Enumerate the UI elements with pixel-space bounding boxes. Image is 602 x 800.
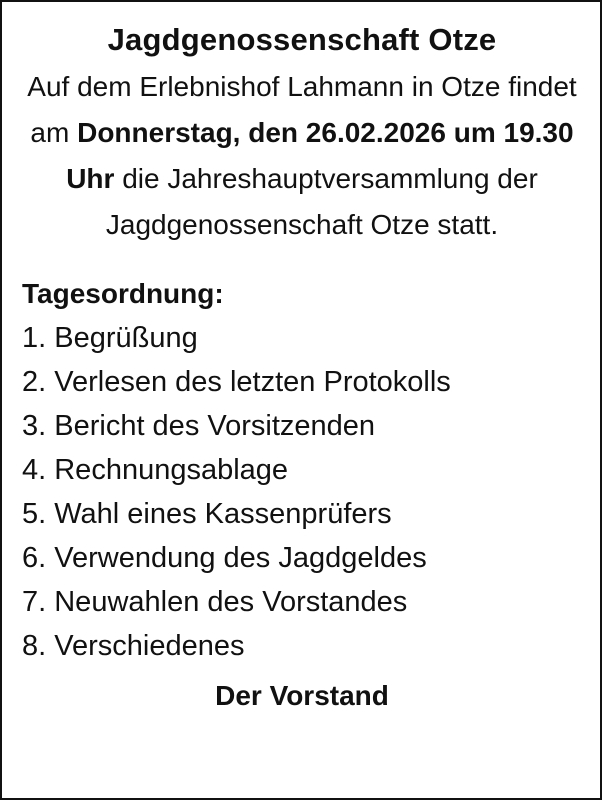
notice-title: Jagdgenossenschaft Otze <box>107 22 497 57</box>
agenda-item: 4. Rechnungsablage <box>22 454 289 486</box>
agenda-item: 3. Bericht des Vorsitzenden <box>22 410 376 442</box>
intro-date-time: Donnerstag, den 26.02.2026 um 19.30 Uhr <box>66 117 574 194</box>
agenda-item: 2. Verlesen des letzten Protokolls <box>22 366 451 398</box>
agenda-list <box>22 316 582 668</box>
agenda-item: 6. Verwendung des Jagdgeldes <box>22 542 427 574</box>
agenda-item: 1. Begrüßung <box>22 322 198 354</box>
intro-paragraph <box>22 64 582 248</box>
agenda-heading: Tagesordnung: <box>22 278 224 309</box>
intro-text-start: Auf dem Erlebnishof Lahmann in Otze findet am <box>27 71 577 148</box>
intro-text-end: die Jahreshauptversammlung der Jagdgenossenschaft Otze statt. <box>105 163 538 240</box>
agenda-item: 8. Verschiedenes <box>22 630 245 662</box>
signature: Der Vorstand <box>215 680 389 711</box>
agenda-item: 5. Wahl eines Kassenprüfers <box>22 498 392 530</box>
agenda-item: 7. Neuwahlen des Vorstandes <box>22 586 408 618</box>
